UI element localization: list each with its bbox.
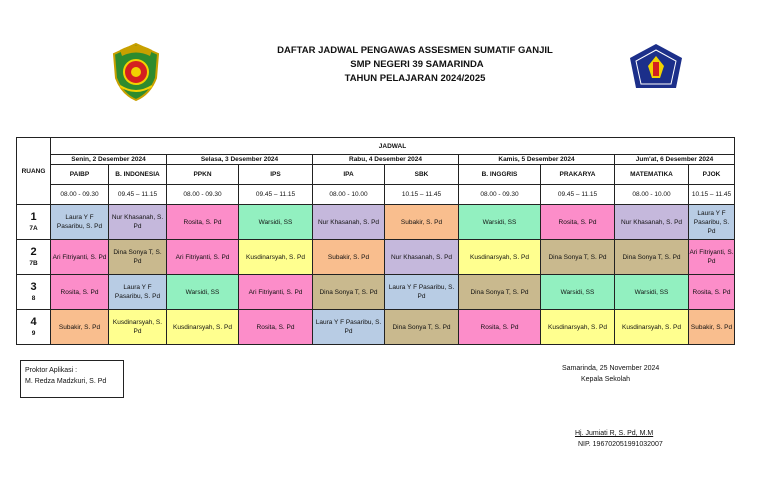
title-line-1: DAFTAR JADWAL PENGAWAS ASSESMEN SUMATIF GANJIL	[277, 45, 553, 56]
proctor-cell: Dina Sonya T, S. Pd	[385, 310, 459, 345]
proctor-cell: Nur Khasanah, S. Pd	[313, 205, 385, 240]
subject-header: IPA	[313, 165, 385, 185]
time-slot: 08.00 - 10.00	[615, 185, 689, 205]
time-slot: 10.15 – 11.45	[689, 185, 735, 205]
time-slot: 08.00 - 09.30	[167, 185, 239, 205]
proctor-cell: Rosita, S. Pd	[689, 275, 735, 310]
proctor-cell: Warsidi, SS	[459, 205, 541, 240]
proctor-cell: Rosita, S. Pd	[51, 275, 109, 310]
room-number: 3	[30, 281, 37, 293]
proctor-cell: Nur Khasanah, S. Pd	[615, 205, 689, 240]
subject-header: PAIBP	[51, 165, 109, 185]
room-class: 7B	[29, 260, 38, 267]
proctor-cell: Ari Fitriyanti, S. Pd	[239, 275, 313, 310]
proctor-cell: Rosita, S. Pd	[541, 205, 615, 240]
proctor-cell: Laura Y F Pasaribu, S. Pd	[689, 205, 735, 240]
proctor-cell: Laura Y F Pasaribu, S. Pd	[51, 205, 109, 240]
room-label	[17, 275, 51, 310]
ruang-header: RUANG	[17, 138, 51, 205]
signature-position: Kepala Sekolah	[581, 376, 631, 383]
time-slot: 08.00 - 10.00	[313, 185, 385, 205]
subject-header: SBK	[385, 165, 459, 185]
proctor-cell: Dina Sonya T, S. Pd	[313, 275, 385, 310]
proctor-cell: Dina Sonya T, S. Pd	[109, 240, 167, 275]
signature-nip: NIP. 196702051991032007	[578, 441, 663, 448]
proctor-cell: Warsidi, SS	[615, 275, 689, 310]
proctor-cell: Ari Fitriyanti, S. Pd	[689, 240, 735, 275]
proctor-cell: Dina Sonya T, S. Pd	[541, 240, 615, 275]
proktor-name: M. Redza Madzkuri, S. Pd	[25, 378, 107, 385]
title-line-3: TAHUN PELAJARAN 2024/2025	[344, 73, 486, 84]
subject-header: IPS	[239, 165, 313, 185]
proctor-cell: Subakir, S. Pd	[689, 310, 735, 345]
room-row	[17, 205, 735, 240]
signature-date: Samarinda, 25 November 2024	[562, 365, 660, 372]
city-seal-logo	[110, 42, 162, 102]
proctor-cell: Kusdinarsyah, S. Pd	[459, 240, 541, 275]
proctor-cell: Kusdinarsyah, S. Pd	[541, 310, 615, 345]
time-slot: 09.45 – 11.15	[239, 185, 313, 205]
room-number: 1	[30, 211, 37, 223]
proctor-cell: Dina Sonya T, S. Pd	[615, 240, 689, 275]
room-row	[17, 275, 735, 310]
time-slot: 08.00 - 09.30	[459, 185, 541, 205]
room-row	[17, 240, 735, 275]
proctor-cell: Rosita, S. Pd	[167, 205, 239, 240]
time-slot: 09.45 – 11.15	[109, 185, 167, 205]
room-number: 4	[30, 316, 37, 328]
proctor-cell: Subakir, S. Pd	[313, 240, 385, 275]
proctor-cell: Laura Y F Pasaribu, S. Pd	[313, 310, 385, 345]
document-title	[230, 44, 600, 86]
room-label	[17, 310, 51, 345]
proctor-cell: Kusdinarsyah, S. Pd	[109, 310, 167, 345]
time-slot: 09.45 – 11.15	[541, 185, 615, 205]
proctor-cell: Laura Y F Pasaribu, S. Pd	[385, 275, 459, 310]
room-label	[17, 205, 51, 240]
subject-header: PPKN	[167, 165, 239, 185]
proctor-cell: Kusdinarsyah, S. Pd	[239, 240, 313, 275]
proctor-cell: Ari Fitriyanti, S. Pd	[51, 240, 109, 275]
school-seal-logo	[626, 42, 686, 96]
room-row	[17, 310, 735, 345]
proctor-cell: Laura Y F Pasaribu, S. Pd	[109, 275, 167, 310]
schedule-table	[16, 137, 735, 345]
signature-name: Hj. Jumiati R, S. Pd, M.M	[575, 430, 654, 437]
proctor-cell: Kusdinarsyah, S. Pd	[615, 310, 689, 345]
proctor-cell: Kusdinarsyah, S. Pd	[167, 310, 239, 345]
proktor-label: Proktor Aplikasi :	[25, 367, 78, 374]
subject-header: B. INGGRIS	[459, 165, 541, 185]
room-class: 8	[31, 295, 36, 302]
proctor-cell: Dina Sonya T, S. Pd	[459, 275, 541, 310]
proctor-cell: Warsidi, SS	[239, 205, 313, 240]
room-class: 7A	[29, 225, 38, 232]
subject-header: PRAKARYA	[541, 165, 615, 185]
proctor-cell: Nur Khasanah, S. Pd	[385, 240, 459, 275]
proctor-cell: Subakir, S. Pd	[51, 310, 109, 345]
subject-header: B. INDONESIA	[109, 165, 167, 185]
subject-header: PJOK	[689, 165, 735, 185]
room-number: 2	[30, 246, 37, 258]
proctor-cell: Nur Khasanah, S. Pd	[109, 205, 167, 240]
day-header: Senin, 2 Desember 2024	[51, 155, 167, 165]
day-header: Jum'at, 6 Desember 2024	[615, 155, 735, 165]
proctor-cell: Rosita, S. Pd	[239, 310, 313, 345]
day-header: Kamis, 5 Desember 2024	[459, 155, 615, 165]
day-header: Rabu, 4 Desember 2024	[313, 155, 459, 165]
proctor-cell: Warsidi, SS	[167, 275, 239, 310]
time-slot: 08.00 - 09.30	[51, 185, 109, 205]
proktor-box	[20, 360, 124, 398]
proctor-cell: Ari Fitriyanti, S. Pd	[167, 240, 239, 275]
proctor-cell: Warsidi, SS	[541, 275, 615, 310]
room-label	[17, 240, 51, 275]
jadwal-header: JADWAL	[51, 138, 735, 155]
day-header: Selasa, 3 Desember 2024	[167, 155, 313, 165]
room-class: 9	[31, 330, 36, 337]
title-line-2: SMP NEGERI 39 SAMARINDA	[350, 59, 484, 70]
time-slot: 10.15 – 11.45	[385, 185, 459, 205]
subject-header: MATEMATIKA	[615, 165, 689, 185]
proctor-cell: Rosita, S. Pd	[459, 310, 541, 345]
proctor-cell: Subakir, S. Pd	[385, 205, 459, 240]
